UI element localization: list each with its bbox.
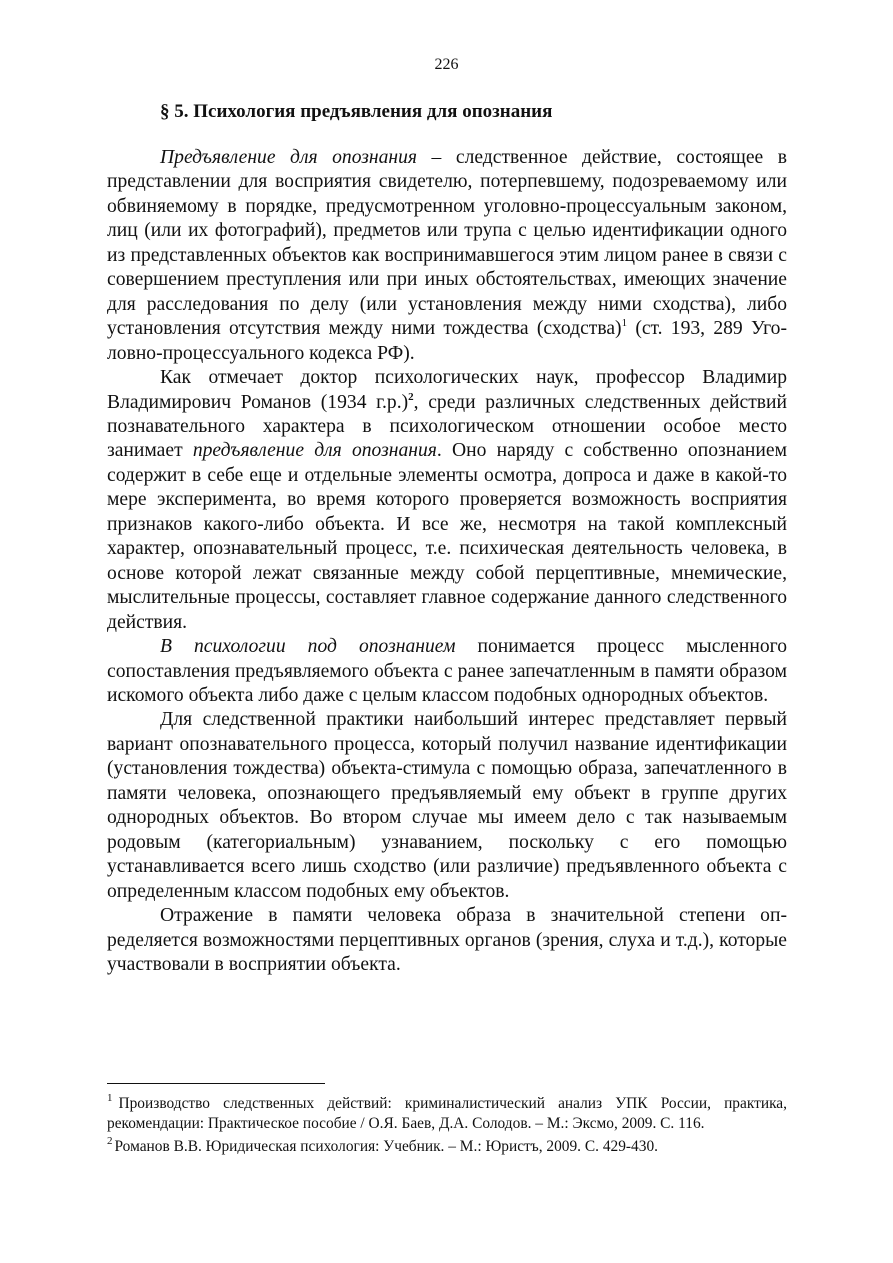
paragraph-text: понимается процесс мысленного сопоставления предъявляемого объекта с ранее запечатленным в памяти образом искомого объекта либо даже с целым классом подобных однородных объектов. — [107, 636, 787, 706]
footnote-text-1: Производство следственных действий: криминалистический анализ УПК России, практика, рекомендации: Практическое пособие / О.Я. Баев, Д.А. Солодов. – М.: Эксмо, 2009. С. 116. — [107, 1095, 787, 1133]
paragraph-text: Для следственной практики наибольший интерес представляет первый вариант опознавательного процесса, который получил название идентификации (установления тождества) объекта-стимула с помощью образа, запечатленного в памяти человека, опознающего предъявляемый ему объект в группе других однородных объектов. Во втором случае мы имеем дело с так называемым родовым (категориальным) узнаванием, поскольку с его помощью устанавливается всего лишь сходство (или различие) предъявленного объекта с определенным классом подобных ему объектов. — [107, 709, 787, 902]
footnotes — [107, 1094, 787, 1158]
footnote-mark-2: 2 — [107, 1135, 113, 1148]
section-title: § 5. Психология предъявления для опознания — [160, 101, 553, 122]
paragraph-text: Отражение в памяти человека образа в значительной степени определяется возможностями перцептивных органов (зрения, слуха и т.д.), которые участвовали в восприятии объекта. — [107, 905, 787, 975]
paragraph-definition — [107, 146, 787, 366]
paragraph-text: Как отмечает доктор психологических наук, профессор Владимир Владимирович Романов (1934 г.р.) — [107, 367, 787, 413]
paragraph-text: . Оно наряду с собственно опознанием содержит в себе еще и отдельные элементы осмотра, допроса и даже в какой-то мере эксперимента, во время которого проверяется возможность восприятия признаков какого-либо объекта. И все же, несмотря на такой комплексный характер, опознавательный процесс, т.е. психическая деятельность человека, в основе которой лежат связанные между собой перцептивные, мнемические, мыслительные процессы, составляет главное содержание данного следственного действия. — [107, 440, 788, 633]
footnote-divider — [107, 1083, 325, 1084]
footnote-1 — [107, 1094, 787, 1134]
paragraph-psychology-definition — [107, 635, 787, 708]
term-identification-in-psychology: В психологии под опознанием — [160, 636, 456, 658]
paragraph-investigative-practice — [107, 708, 787, 904]
footnote-ref-1[interactable]: 1 — [621, 317, 628, 330]
term-presentation-for-identification-2: предъявление для опознания — [192, 440, 437, 462]
paragraph-text: – следственное действие, состоящее в представлении для восприятия свидетелю, потерпевшему, подозреваемому или обвиняемому в порядке, предусмотренном уголовно-процессуальным законом, лиц (или их фотографий), предметов или трупа с целью идентификации одного из представленных объектов как воспринимавшегося этим лицом ранее в связи с совершением преступления или при иных обстоятельствах, имеющих значение для расследования по делу (или установления между ними сходства), либо установления отсутствия между ними тождества (сходства) — [107, 147, 787, 340]
footnote-mark-1: 1 — [107, 1092, 113, 1104]
page-number: 226 — [434, 56, 459, 73]
paragraph-text: , среди различных следственных действий познавательного характера в психологическом отношении особое место занимает — [107, 391, 788, 462]
term-presentation-for-identification: Предъявление для опознания — [160, 147, 418, 168]
footnote-text-2: Романов В.В. Юридическая психология: Учебник. – М.: Юристъ, 2009. С. 429-430. — [114, 1138, 658, 1156]
footnote-ref-2[interactable]: 2 — [408, 390, 414, 403]
paragraph-romanov — [107, 366, 787, 635]
footnote-2 — [107, 1137, 787, 1157]
paragraph-memory-reflection — [107, 904, 787, 977]
paragraph-text: (ст. 193, 289 Уголовно-процессуального кодекса РФ). — [107, 318, 787, 364]
body-text — [107, 146, 787, 977]
